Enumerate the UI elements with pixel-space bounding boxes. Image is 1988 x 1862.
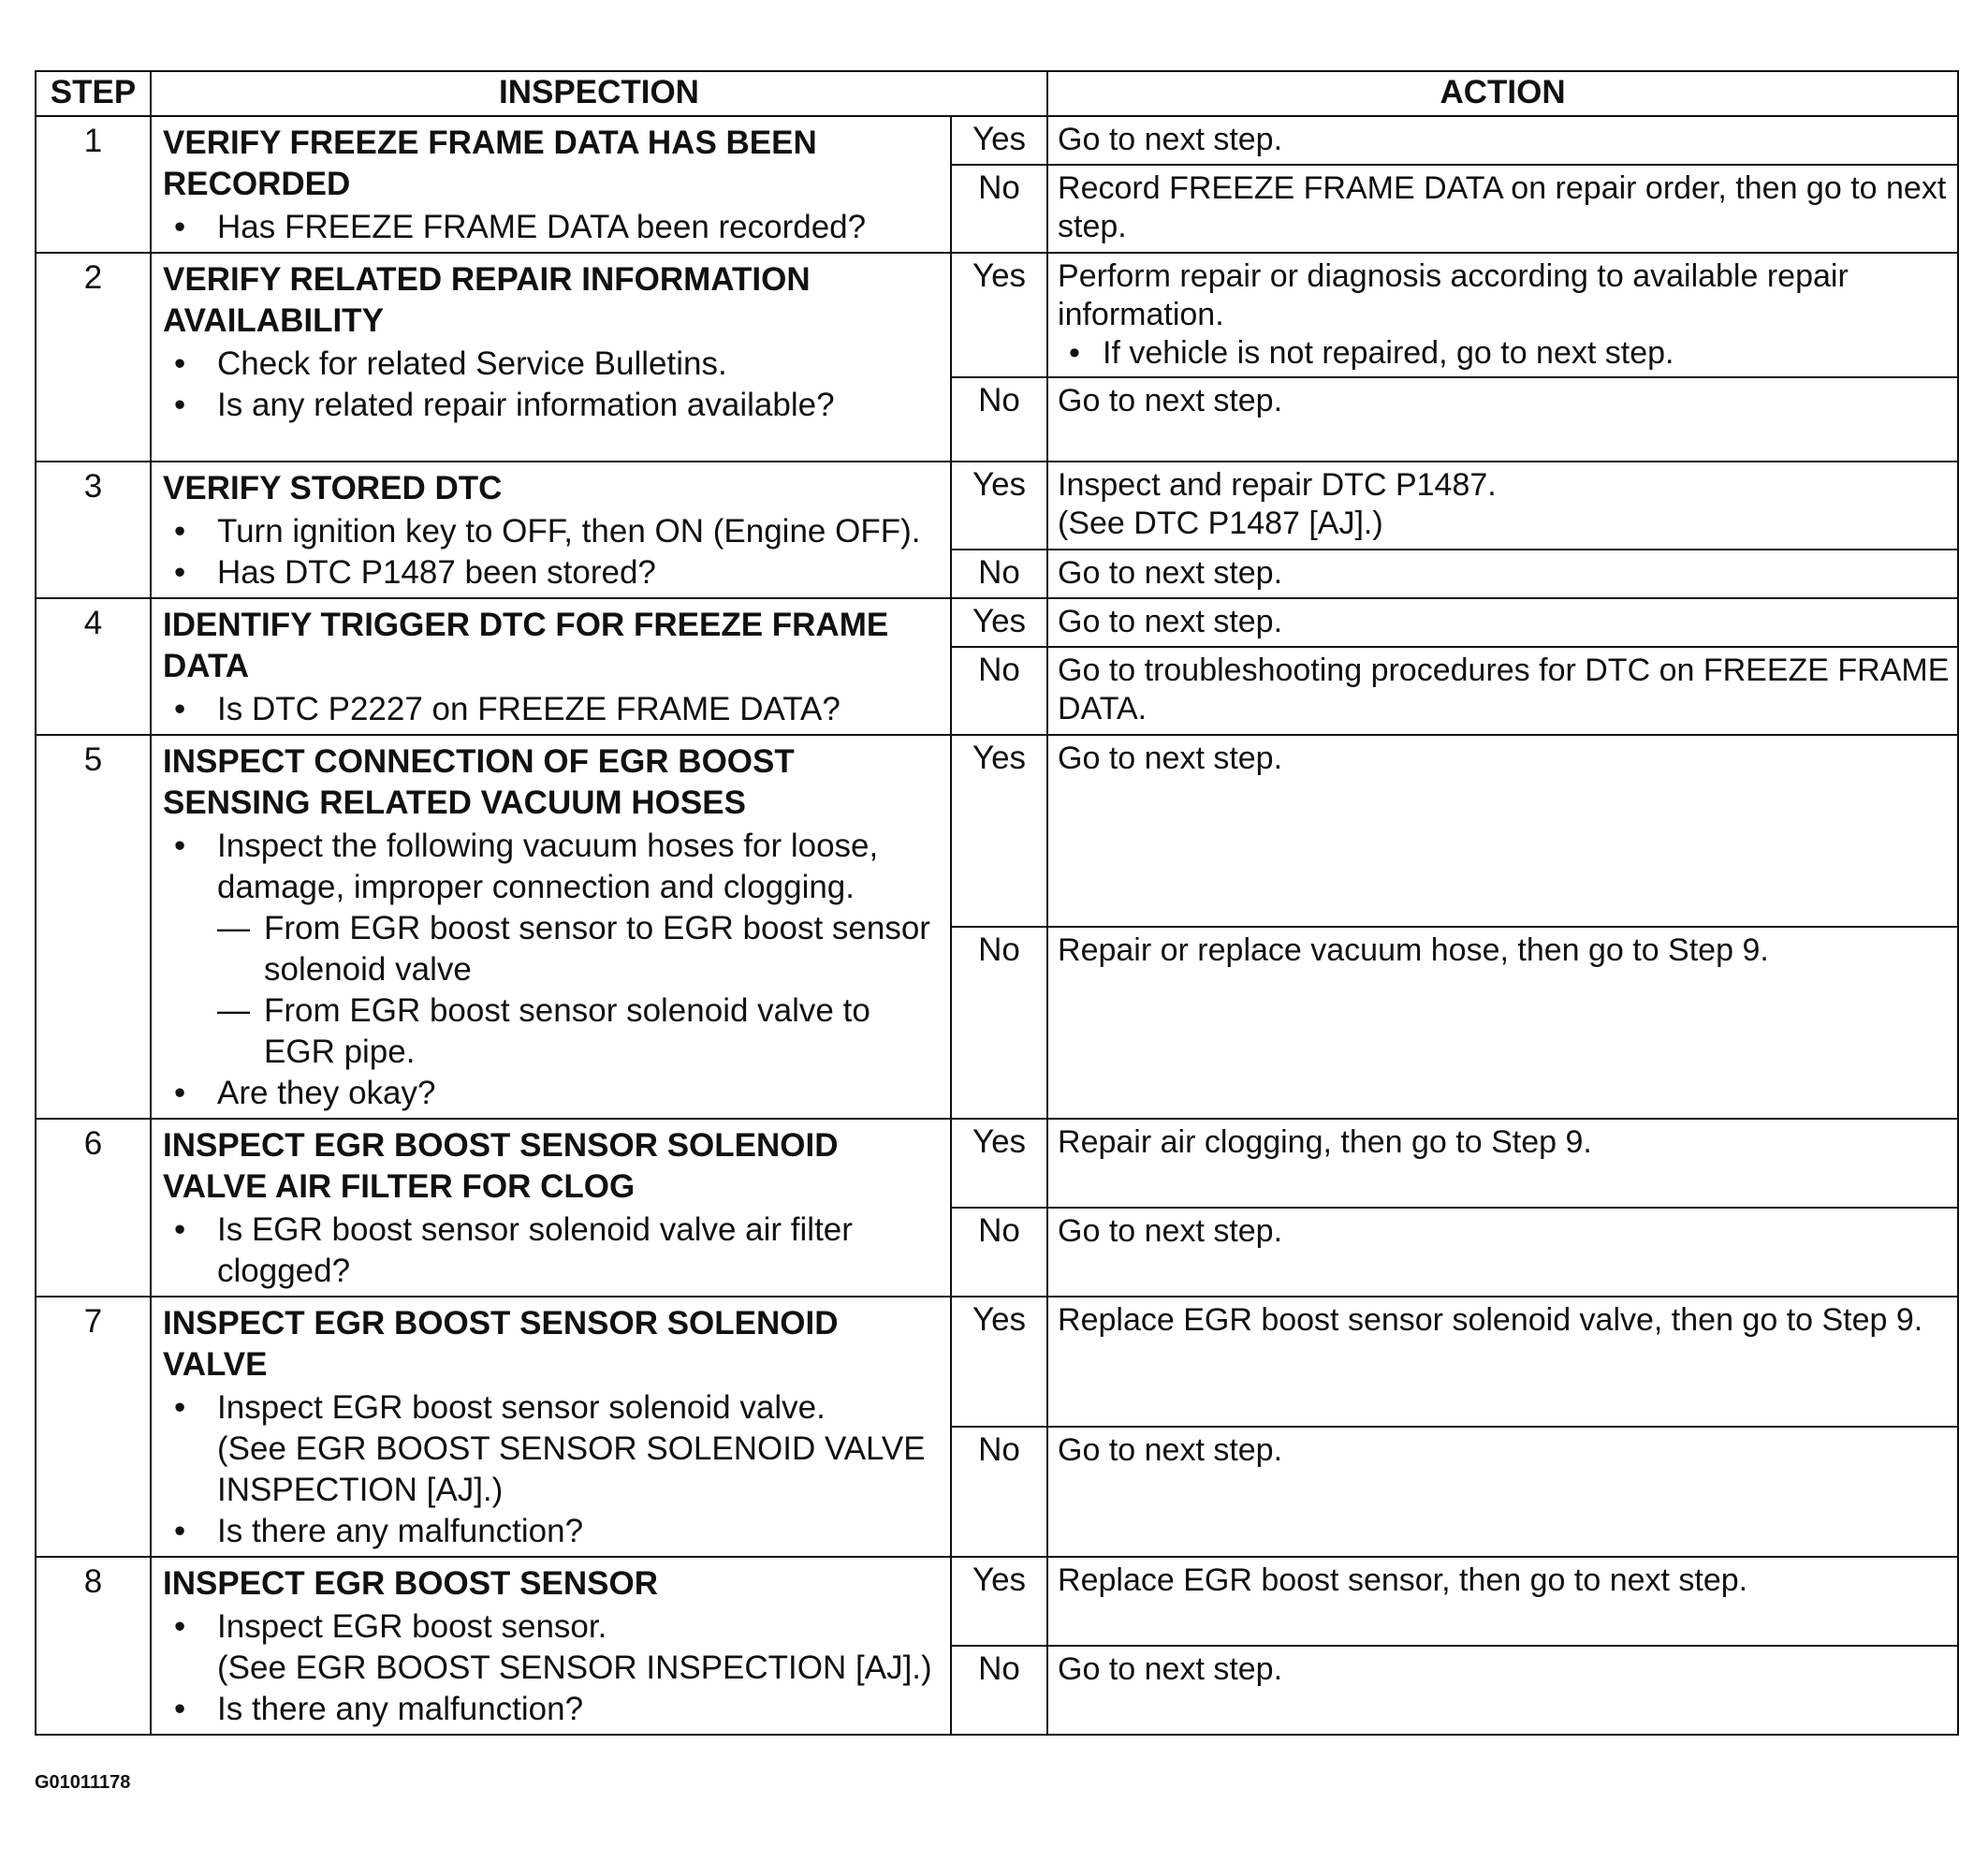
- diagnostic-table: [35, 70, 1959, 1736]
- no-label: No: [951, 165, 1047, 253]
- bullet-reference: (See EGR BOOST SENSOR INSPECTION [AJ].): [217, 1649, 932, 1686]
- inspection-bullets: [163, 1606, 941, 1730]
- bullet-item: [174, 1606, 941, 1689]
- step-title: VERIFY STORED DTC: [163, 470, 503, 506]
- no-label: No: [951, 1646, 1047, 1735]
- step-number: 2: [36, 253, 151, 462]
- step-5-inspection: [151, 735, 951, 1119]
- yes-action: Go to next step.: [1047, 116, 1958, 165]
- inspection-bullets: [163, 826, 941, 1114]
- step-3-inspection: [151, 462, 951, 598]
- step-title: INSPECT EGR BOOST SENSOR: [163, 1565, 658, 1602]
- yes-label: Yes: [951, 1297, 1047, 1427]
- no-label: No: [951, 377, 1047, 462]
- bullet-item: • Is any related repair information available?: [174, 385, 941, 426]
- sub-item: — From EGR boost sensor solenoid valve to EGR pipe.: [217, 990, 941, 1073]
- yes-action: Inspect and repair DTC P1487.: [1058, 467, 1497, 503]
- yes-label: Yes: [951, 116, 1047, 165]
- bullet-item: • Are they okay?: [174, 1073, 941, 1114]
- yes-label: Yes: [951, 598, 1047, 647]
- bullet-item: [174, 826, 941, 1073]
- no-action: Go to next step.: [1047, 1646, 1958, 1735]
- step-number: 4: [36, 598, 151, 735]
- no-label: No: [951, 1208, 1047, 1297]
- bullet-item: • Is EGR boost sensor solenoid valve air filter clogged?: [174, 1210, 941, 1292]
- no-label: No: [951, 550, 1047, 598]
- inspection-bullets: [163, 344, 941, 426]
- yes-action: Go to next step.: [1047, 735, 1958, 927]
- yes-label: Yes: [951, 1119, 1047, 1208]
- step-number: 8: [36, 1557, 151, 1735]
- step-title: INSPECT CONNECTION OF EGR BOOST SENSING RELATED VACUUM HOSES: [163, 743, 795, 821]
- step-1-yes-row: [36, 116, 1958, 165]
- step-number: 6: [36, 1119, 151, 1297]
- inspection-bullets: [163, 511, 941, 594]
- step-title: VERIFY FREEZE FRAME DATA HAS BEEN RECORDED: [163, 125, 817, 202]
- no-action: Repair or replace vacuum hose, then go to Step 9.: [1047, 927, 1958, 1119]
- step-number: 3: [36, 462, 151, 598]
- no-label: No: [951, 647, 1047, 735]
- step-8-yes-row: [36, 1557, 1958, 1646]
- bullet-item: • Has FREEZE FRAME DATA been recorded?: [174, 207, 941, 248]
- bullet-text: • Inspect EGR boost sensor solenoid valve.: [217, 1389, 826, 1426]
- no-action: Go to next step.: [1047, 1208, 1958, 1297]
- step-4-yes-row: [36, 598, 1958, 647]
- no-action: Go to next step.: [1047, 377, 1958, 462]
- yes-label: Yes: [951, 462, 1047, 550]
- header-row: [36, 71, 1958, 116]
- hose-sub-list: [217, 908, 941, 1073]
- yes-action-cell: [1047, 253, 1958, 377]
- yes-label: Yes: [951, 253, 1047, 377]
- bullet-text: • Inspect EGR boost sensor.: [217, 1608, 607, 1645]
- bullet-item: • Is there any malfunction?: [174, 1689, 941, 1730]
- yes-action: Replace EGR boost sensor, then go to next step.: [1047, 1557, 1958, 1646]
- yes-action: Go to next step.: [1047, 598, 1958, 647]
- bullet-item: [174, 1387, 941, 1511]
- no-action: Record FREEZE FRAME DATA on repair order, then go to next step.: [1047, 165, 1958, 253]
- yes-label: Yes: [951, 1557, 1047, 1646]
- step-5-yes-row: [36, 735, 1958, 927]
- step-number: 1: [36, 116, 151, 253]
- yes-action: Repair air clogging, then go to Step 9.: [1047, 1119, 1958, 1208]
- no-label: No: [951, 927, 1047, 1119]
- header-step: STEP: [36, 71, 151, 116]
- step-4-inspection: [151, 598, 951, 735]
- yes-label: Yes: [951, 735, 1047, 927]
- yes-action-cell: [1047, 462, 1958, 550]
- yes-action: Replace EGR boost sensor solenoid valve, then go to Step 9.: [1047, 1297, 1958, 1427]
- bullet-item: • Has DTC P1487 been stored?: [174, 552, 941, 594]
- action-bullets: [1058, 334, 1950, 373]
- yes-action-reference: (See DTC P1487 [AJ].): [1058, 506, 1383, 541]
- inspection-bullets: [163, 1210, 941, 1292]
- step-3-yes-row: [36, 462, 1958, 550]
- no-action: Go to next step.: [1047, 550, 1958, 598]
- step-number: 7: [36, 1297, 151, 1557]
- step-number: 5: [36, 735, 151, 1119]
- step-7-yes-row: [36, 1297, 1958, 1427]
- no-action: Go to next step.: [1047, 1427, 1958, 1557]
- figure-id: G01011178: [35, 1772, 131, 1793]
- bullet-reference: (See EGR BOOST SENSOR SOLENOID VALVE INSPECTION [AJ].): [217, 1430, 926, 1508]
- bullet-item: • Turn ignition key to OFF, then ON (Engine OFF).: [174, 511, 941, 552]
- bullet-item: • If vehicle is not repaired, go to next step.: [1069, 334, 1950, 373]
- inspection-bullets: [163, 689, 941, 730]
- step-1-inspection: [151, 116, 951, 253]
- step-2-yes-row: [36, 253, 1958, 377]
- bullet-item: • Check for related Service Bulletins.: [174, 344, 941, 385]
- step-7-inspection: [151, 1297, 951, 1557]
- step-6-inspection: [151, 1119, 951, 1297]
- header-inspection: INSPECTION: [151, 71, 1047, 116]
- header-action: ACTION: [1047, 71, 1958, 116]
- step-8-inspection: [151, 1557, 951, 1735]
- step-title: VERIFY RELATED REPAIR INFORMATION AVAILABILITY: [163, 261, 811, 339]
- bullet-text: Inspect the following vacuum hoses for loose, damage, improper connection and clogging.: [217, 828, 879, 905]
- step-title: IDENTIFY TRIGGER DTC FOR FREEZE FRAME DATA: [163, 607, 889, 684]
- inspection-bullets: [163, 1387, 941, 1552]
- inspection-bullets: [163, 207, 941, 248]
- yes-action: Perform repair or diagnosis according to available repair information.: [1058, 258, 1849, 332]
- bullet-item: • Is DTC P2227 on FREEZE FRAME DATA?: [174, 689, 941, 730]
- sub-item: — From EGR boost sensor to EGR boost sensor solenoid valve: [217, 908, 941, 990]
- no-action: Go to troubleshooting procedures for DTC on FREEZE FRAME DATA.: [1047, 647, 1958, 735]
- step-6-yes-row: [36, 1119, 1958, 1208]
- step-2-inspection: [151, 253, 951, 462]
- step-title: INSPECT EGR BOOST SENSOR SOLENOID VALVE: [163, 1305, 839, 1383]
- step-title: INSPECT EGR BOOST SENSOR SOLENOID VALVE AIR FILTER FOR CLOG: [163, 1127, 839, 1205]
- no-label: No: [951, 1427, 1047, 1557]
- bullet-item: • Is there any malfunction?: [174, 1511, 941, 1552]
